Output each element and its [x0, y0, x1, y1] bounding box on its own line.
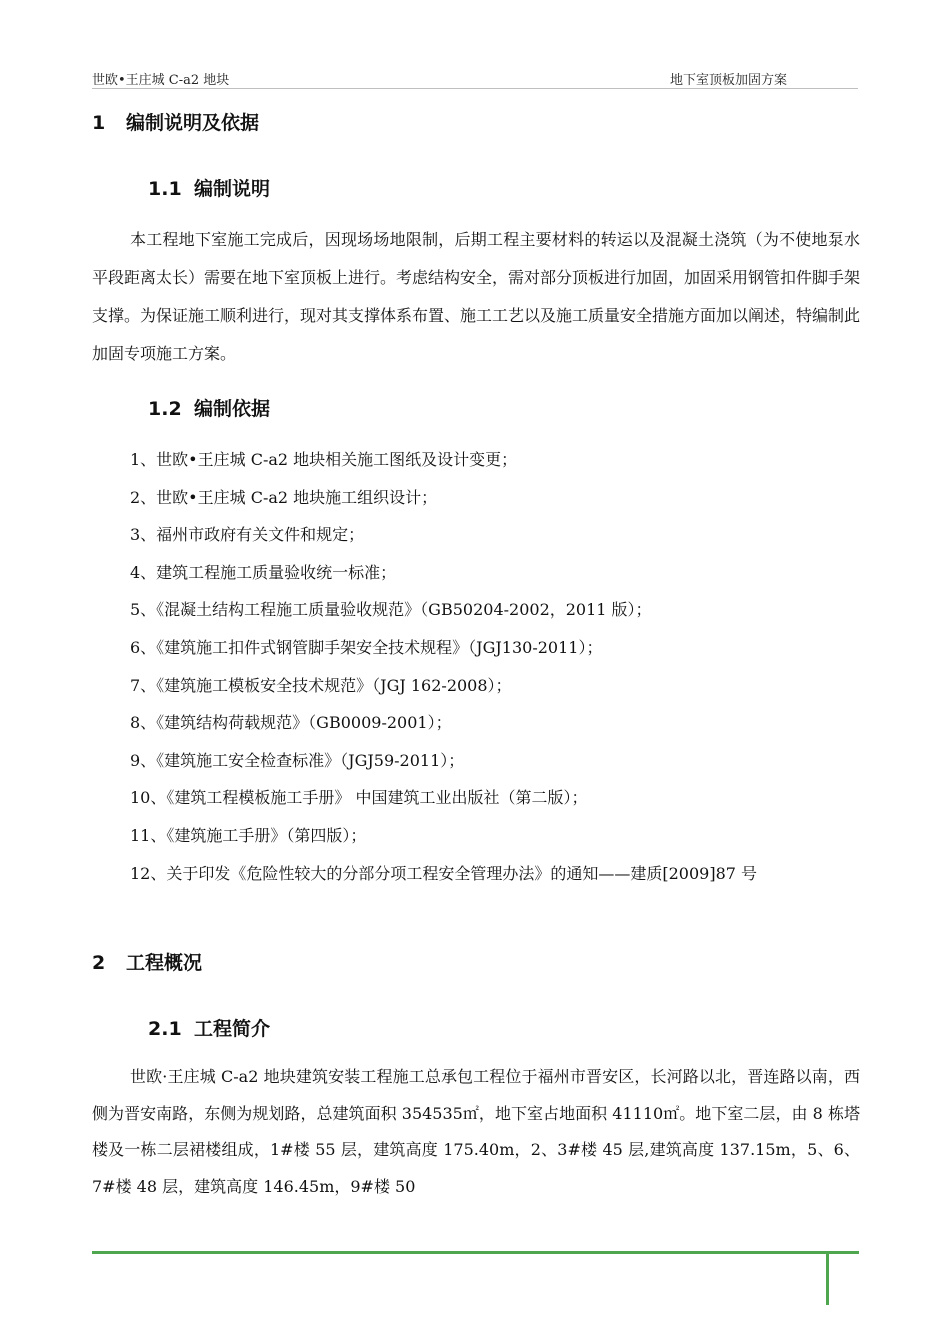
list-item: 12、关于印发《危险性较大的分部分项工程安全管理办法》的通知——建质[2009]87 号 — [130, 863, 758, 883]
section-number: 2 — [92, 952, 106, 974]
subsection-number: 1.1 — [148, 178, 182, 200]
list-item: 7、《建筑施工模板安全技术规范》（JGJ 162-2008）； — [130, 675, 512, 695]
section-title: 编制说明及依据 — [126, 112, 260, 134]
subsection-title: 工程简介 — [194, 1018, 271, 1040]
header-project-name: 世欧•王庄城 C-a2 地块 — [92, 73, 230, 88]
section-title: 工程概况 — [126, 952, 203, 974]
list-item: 10、《建筑工程模板施工手册》 中国建筑工业出版社（第二版）； — [130, 788, 588, 808]
footer-corner-mark — [826, 1251, 829, 1305]
section-2-1-heading — [148, 1014, 270, 1041]
subsection-title: 编制依据 — [194, 398, 271, 420]
list-item: 6、《建筑施工扣件式钢管脚手架安全技术规程》（JGJ130-2011）； — [130, 637, 603, 657]
list-item: 9、《建筑施工安全检查标准》（JGJ59-2011）； — [130, 750, 465, 770]
subsection-title: 编制说明 — [194, 178, 271, 200]
subsection-number: 2.1 — [148, 1018, 182, 1040]
section-1-heading — [92, 108, 259, 135]
footer-rule — [92, 1251, 859, 1254]
subsection-number: 1.2 — [148, 398, 182, 420]
list-item: 11、《建筑施工手册》（第四版）； — [130, 825, 367, 845]
list-item: 5、《混凝土结构工程施工质量验收规范》（GB50204-2002，2011 版）； — [130, 600, 652, 620]
list-item: 4、建筑工程施工质量验收统一标准； — [130, 562, 397, 582]
list-item: 1、世欧•王庄城 C-a2 地块相关施工图纸及设计变更； — [130, 450, 518, 469]
section-1-1-paragraph: 本工程地下室施工完成后，因现场场地限制，后期工程主要材料的转运以及混凝土浇筑（为不使地泵水平段距离太长）需要在地下室顶板上进行。考虑结构安全，需对部分顶板进行加固，加固采用钢管扣件脚手架支撑。为保证施工顺利进行，现对其支撑体系布置、施工工艺以及施工质量安全措施方面加以阐述，特编制此加固专项施工方案。 — [92, 230, 861, 363]
section-2-heading — [92, 948, 202, 975]
list-item: 2、世欧•王庄城 C-a2 地块施工组织设计； — [130, 487, 438, 507]
section-number: 1 — [92, 112, 106, 134]
list-item: 3、福州市政府有关文件和规定； — [130, 525, 365, 545]
basis-list — [130, 441, 757, 892]
section-2-1-paragraph: 世欧·王庄城 C-a2 地块建筑安装工程施工总承包工程位于福州市晋安区，长河路以北，晋连路以南，西侧为晋安南路，东侧为规划路，总建筑面积 354535㎡，地下室占地面积 41110㎡。地下室二层，由 8 栋塔楼及一栋二层裙楼组成，1#楼 55 层，建筑高度 175.40m，2、3#楼 45 层,建筑高度 137.15m，5、6、7#楼 48 层，建筑高度 146.45m，9#楼 50 — [92, 1067, 860, 1196]
section-1-1-heading — [148, 174, 270, 201]
header-document-title: 地下室顶板加固方案 — [670, 73, 788, 88]
list-item: 8、《建筑结构荷载规范》（GB0009-2001）； — [130, 713, 452, 733]
page-header — [92, 66, 858, 89]
section-1-2-heading — [148, 394, 270, 421]
